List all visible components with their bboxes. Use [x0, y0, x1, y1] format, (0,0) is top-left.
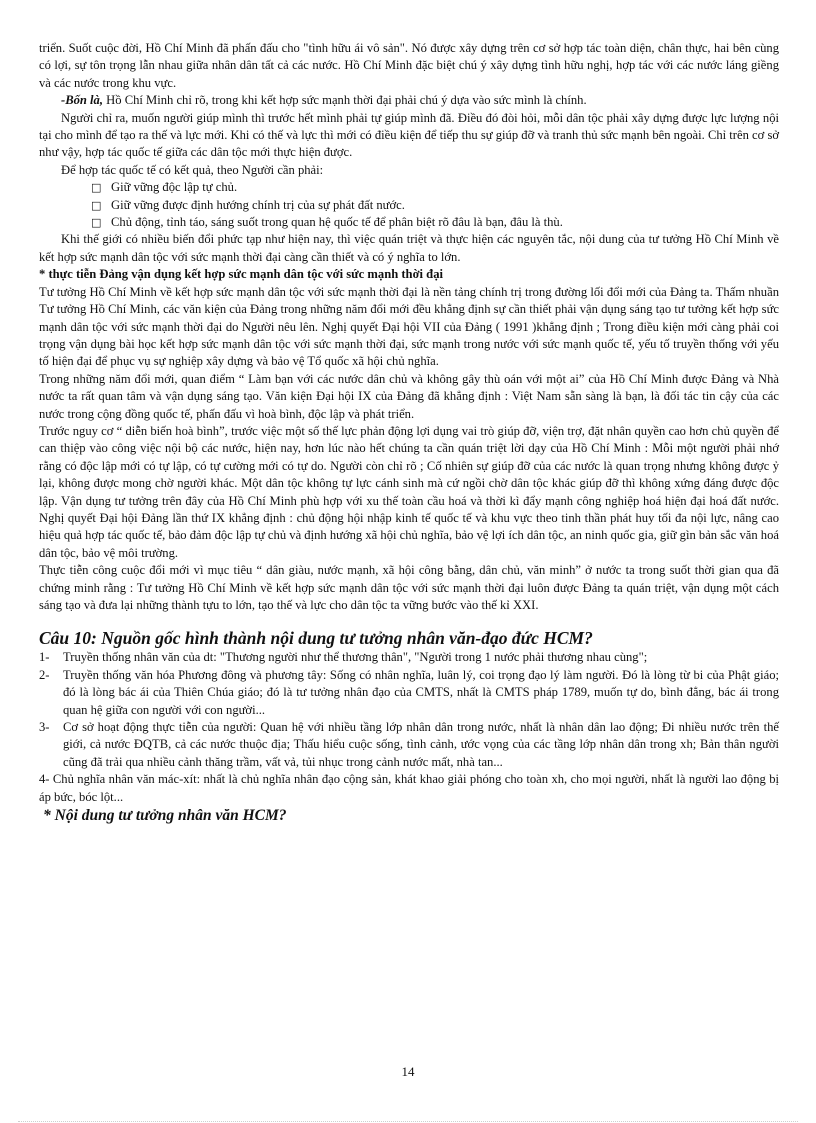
paragraph-5: Khi thế giới có nhiều biến đổi phức tạp như hiện nay, thì việc quán triệt và thực hiện các nguyên tắc, nội dung của tư tưởng Hồ Chí Minh về kết hợp sức mạnh dân tộc với sức mạnh thời đại càng cần thiết và có ý nghĩa to lớn.: [39, 232, 779, 264]
bullet-text: Giữ vững độc lập tự chủ.: [111, 180, 238, 195]
paragraph-2: [39, 92, 779, 109]
list-item-text: Truyền thống văn hóa Phương đông và phương tây: Sống có nhân nghĩa, luân lý, coi trọng đạo lý làm người. Đó là lòng từ bi của Phật giáo; đó là lòng bác ái của Thiên Chúa giáo; đó là tư tưởng nhân đạo của CMTS, nhất là CMTS pháp 1789, muốn tự do, bình đẳng, bác ái trong quan hệ giữa con người với con người...: [63, 667, 779, 717]
list-item-number: 3-: [39, 720, 50, 735]
paragraph-1: triển. Suốt cuộc đời, Hồ Chí Minh đã phấn đấu cho "tình hữu ái vô sản". Nó được xây dựng trên cơ sở hợp tác toàn diện, chân thực, hai bên cùng có lợi, sự tôn trọng lẫn nhau giữa nhân dân tất cả các nước. Hồ Chí Minh đặc biệt chú ý xây dựng tình hữu nghị, hợp tác với các nước láng giềng và các nước trong khu vực.: [39, 41, 779, 90]
list-item-number: 1-: [39, 650, 50, 665]
paragraph-9: Thực tiễn công cuộc đổi mới vì mục tiêu “ dân giàu, nước mạnh, xã hội công bằng, dân chủ, văn minh” ở nước ta trong suốt thời gian qua đã chứng minh rằng : Tư tưởng Hồ Chí Minh về kết hợp sức mạnh dân tộc với sức mạnh thời đại luôn được Đảng ta quán triệt, vận dụng một cách sáng tạo và đưa lại những thành tựu to lớn, tạo thế và lực cho dân tộc ta vững bước vào thế kỉ XXI.: [39, 563, 779, 612]
checkbox-glyph-icon: □: [91, 216, 102, 230]
list-item-number: 2-: [39, 667, 50, 682]
bullet-item: [91, 197, 779, 214]
paragraph-2-text: Hồ Chí Minh chỉ rõ, trong khi kết hợp sức mạnh thời đại phải chú ý dựa vào sức mình là chính.: [103, 93, 587, 108]
list-item: [39, 667, 779, 719]
page-number: 14: [401, 1064, 415, 1079]
list-item: [39, 649, 779, 666]
paragraph-2-lead: -Bốn là,: [61, 93, 103, 108]
list-item-text: Truyền thống nhân văn của dt: "Thương người như thể thương thân", "Người trong 1 nước phải thương nhau cùng";: [63, 650, 648, 665]
checkbox-glyph-icon: □: [91, 198, 102, 212]
page-body: [39, 40, 779, 825]
list-item-4: 4- Chủ nghĩa nhân văn mác-xít: nhất là chủ nghĩa nhân đạo cộng sản, khát khao giải phóng cho toàn xh, cho mọi người, nhất là người lao động bị áp bức, bóc lột...: [39, 772, 779, 804]
checkbox-glyph-icon: □: [91, 181, 102, 195]
list-item: [39, 719, 779, 771]
bullet-item: [91, 214, 779, 231]
paragraph-7: Trong những năm đổi mới, quan điểm “ Làm bạn với các nước dân chủ và không gây thù oán với một ai” của Hồ Chí Minh được Đảng và Nhà nước ta rất quan tâm và vận dụng sáng tạo. Văn kiện Đại hội IX của Đảng đã khẳng định : Việt Nam sẵn sàng là bạn, là đối tác tin cậy của các nước trong cộng đồng quốc tế, phấn đấu vì hoà bình, độc lập và phát triển.: [39, 371, 779, 421]
paragraph-4: Để hợp tác quốc tế có kết quả, theo Người cần phải:: [61, 162, 324, 177]
sub-heading: * Nội dung tư tưởng nhân văn HCM?: [43, 807, 287, 825]
bullet-text: Chủ động, tỉnh táo, sáng suốt trong quan hệ quốc tế để phân biệt rõ đâu là bạn, đâu là thù.: [111, 215, 563, 230]
section-heading-thuc-tien: * thực tiễn Đảng vận dụng kết hợp sức mạnh dân tộc với sức mạnh thời đại: [39, 267, 443, 282]
paragraph-8: Trước nguy cơ “ diễn biến hoà bình”, trước việc một số thế lực phản động lợi dụng vai trò giúp đỡ, viện trợ, đặt nhân quyền cao hơn chủ quyền để can thiệp vào công việc nội bộ các nước, hiện nay, hơn lúc nào hết chúng ta cần quán triệt lời dạy của Hồ Chí Minh : Mỗi một người phải nhớ rằng có độc lập mới có tự lập, có tự cường mới có tự do. Người còn chỉ rõ ; Cố nhiên sự giúp đỡ của các nước là quan trọng nhưng không được ỷ lại, không được mong chờ người khác. Một dân tộc không tự lực cánh sinh mà cứ ngồi chờ dân tộc khác giúp đỡ thì không xứng đáng được độc lập. Vận dụng tư tưởng trên đây của Hồ Chí Minh phù hợp với xu thế toàn cầu hoá và thời kì đẩy mạnh công nghiệp hoá hiện đại hoá đất nước. Nghị quyết Đại hội Đảng lần thứ IX khẳng định : chủ động hội nhập kinh tế quốc tế và khu vực theo tinh thần phát huy tối đa nội lực, nâng cao hiệu quả hợp tác quốc tế, bảo đảm độc lập tự chủ và định hướng xã hội chủ nghĩa, bảo vệ lợi ích dân tộc, an ninh quốc gia, giữ gìn bản sắc văn hoá dân tộc, bảo vệ môi trường.: [39, 423, 779, 560]
paragraph-6: Tư tưởng Hồ Chí Minh về kết hợp sức mạnh dân tộc với sức mạnh thời đại là nền tảng chính trị trong đường lối đổi mới của Đảng ta. Thấm nhuần Tư tưởng Hồ Chí Minh, các văn kiện của Đảng trong những năm đổi mới đều khẳng định sự cần thiết phải vận dụng sáng tạo tư tưởng kết hợp sức mạnh dân tộc với sức mạnh thời đại do Người nêu lên. Nghị quyết Đại hội VII của Đảng ( 1991 )khẳng định ; Trong điều kiện mới càng phải coi trọng vận dụng bài học kết hợp sức mạnh dân tộc với sức mạnh thời đại, sức mạnh trong nước với sức mạnh quốc tế, yếu tố truyền thống với yếu tố hiện đại để phục vụ sự nghiệp xây dựng và bảo vệ Tổ quốc xã hội chủ nghĩa.: [39, 284, 779, 369]
paragraph-3: Người chỉ ra, muốn người giúp mình thì trước hết mình phải tự giúp mình đã. Điều đó đòi hỏi, mỗi dân tộc phải xây dựng được lực lượng nội tại cho mình để tạo ra thế và lực mới. Khi có thế và lực thì mới có điều kiện để tiếp thu sự giúp đỡ và tranh thủ sức mạnh bên ngoài. Chỉ trên cơ sở như vậy, hợp tác quốc tế giữa các dân tộc mới thực hiện được.: [39, 110, 779, 160]
footer-divider: [18, 1121, 798, 1122]
question-10-heading: Câu 10: Nguồn gốc hình thành nội dung tư tưởng nhân văn-đạo đức HCM?: [39, 628, 593, 649]
bullet-text: Giữ vững được định hướng chính trị của sự phát đất nước.: [111, 197, 405, 212]
bullet-item: [91, 179, 779, 196]
list-item-text: Cơ sở hoạt động thực tiễn của người: Quan hệ với nhiều tầng lớp nhân dân trong nước, nhất là nhân dân lao động; Đi nhiều nước trên thế giới, cả nước ĐQTB, cả các nước thuộc địa; Thấu hiểu cuộc sống, tình cảnh, ước vọng của các tầng lớp nhân dân trong xh; Bản thân người cũng đã trải qua nhiều cảnh thăng trầm, vất vả, tủi nhục trong cảnh nước mất, nhà tan...: [63, 720, 779, 769]
